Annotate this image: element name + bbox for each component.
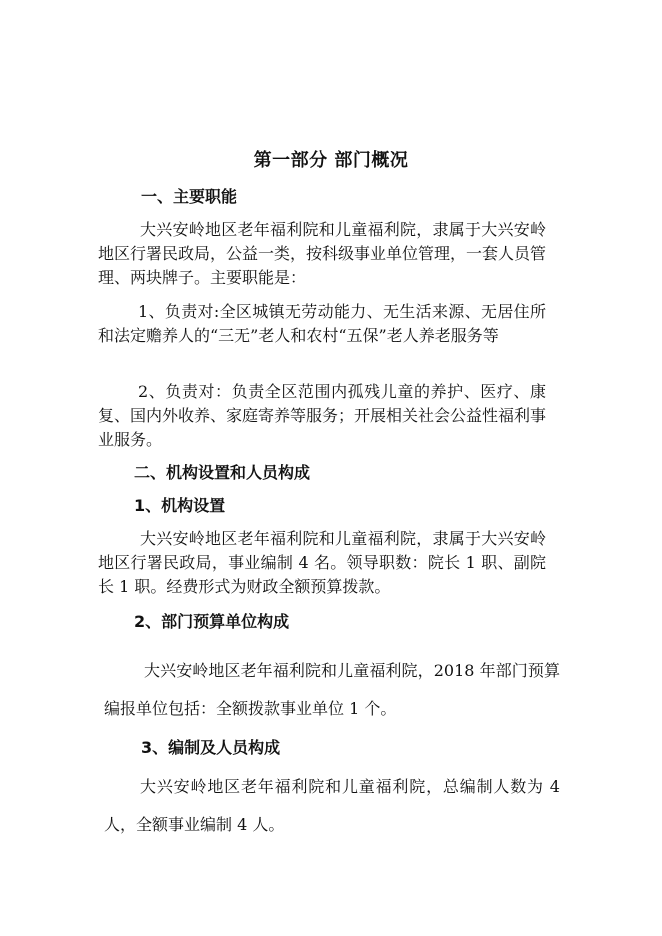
subsection2-text: 大兴安岭地区老年福利院和儿童福利院，2018 年部门预算编报单位包括：全额拨款事业单位 1 个。 (104, 661, 560, 718)
section1-duty2: 2、负责对：负责全区范围内孤残儿童的养护、医疗、康复、国内外收养、家庭寄养等服务；开展相关社会公益性福利事业服务。 (98, 382, 547, 449)
subsection1-heading: 1、机构设置 (134, 496, 226, 515)
subsection1-text: 大兴安岭地区老年福利院和儿童福利院，隶属于大兴安岭地区行署民政局，事业编制 4 名。领导职数：院长 1 职、副院长 1 职。经费形式为财政全额预算拨款。 (98, 529, 546, 596)
subsection3-heading: 3、编制及人员构成 (141, 738, 281, 757)
subsection3-text: 大兴安岭地区老年福利院和儿童福利院，总编制人数为 4 人，全额事业编制 4 人。 (104, 777, 560, 834)
subsection2-heading: 2、部门预算单位构成 (134, 612, 290, 631)
section2-heading: 二、机构设置和人员构成 (134, 463, 311, 482)
section1-intro: 大兴安岭地区老年福利院和儿童福利院，隶属于大兴安岭地区行署民政局，公益一类，按科级事业单位管理，一套人员管理、两块牌子。主要职能是： (98, 220, 547, 287)
section1-heading: 一、主要职能 (141, 187, 238, 206)
page-title: 第一部分 部门概况 (253, 150, 409, 171)
section1-duty1: 1、负责对:全区城镇无劳动能力、无生活来源、无居住所和法定赡养人的“三无”老人和农村“五保”老人养老服务等 (98, 302, 546, 345)
